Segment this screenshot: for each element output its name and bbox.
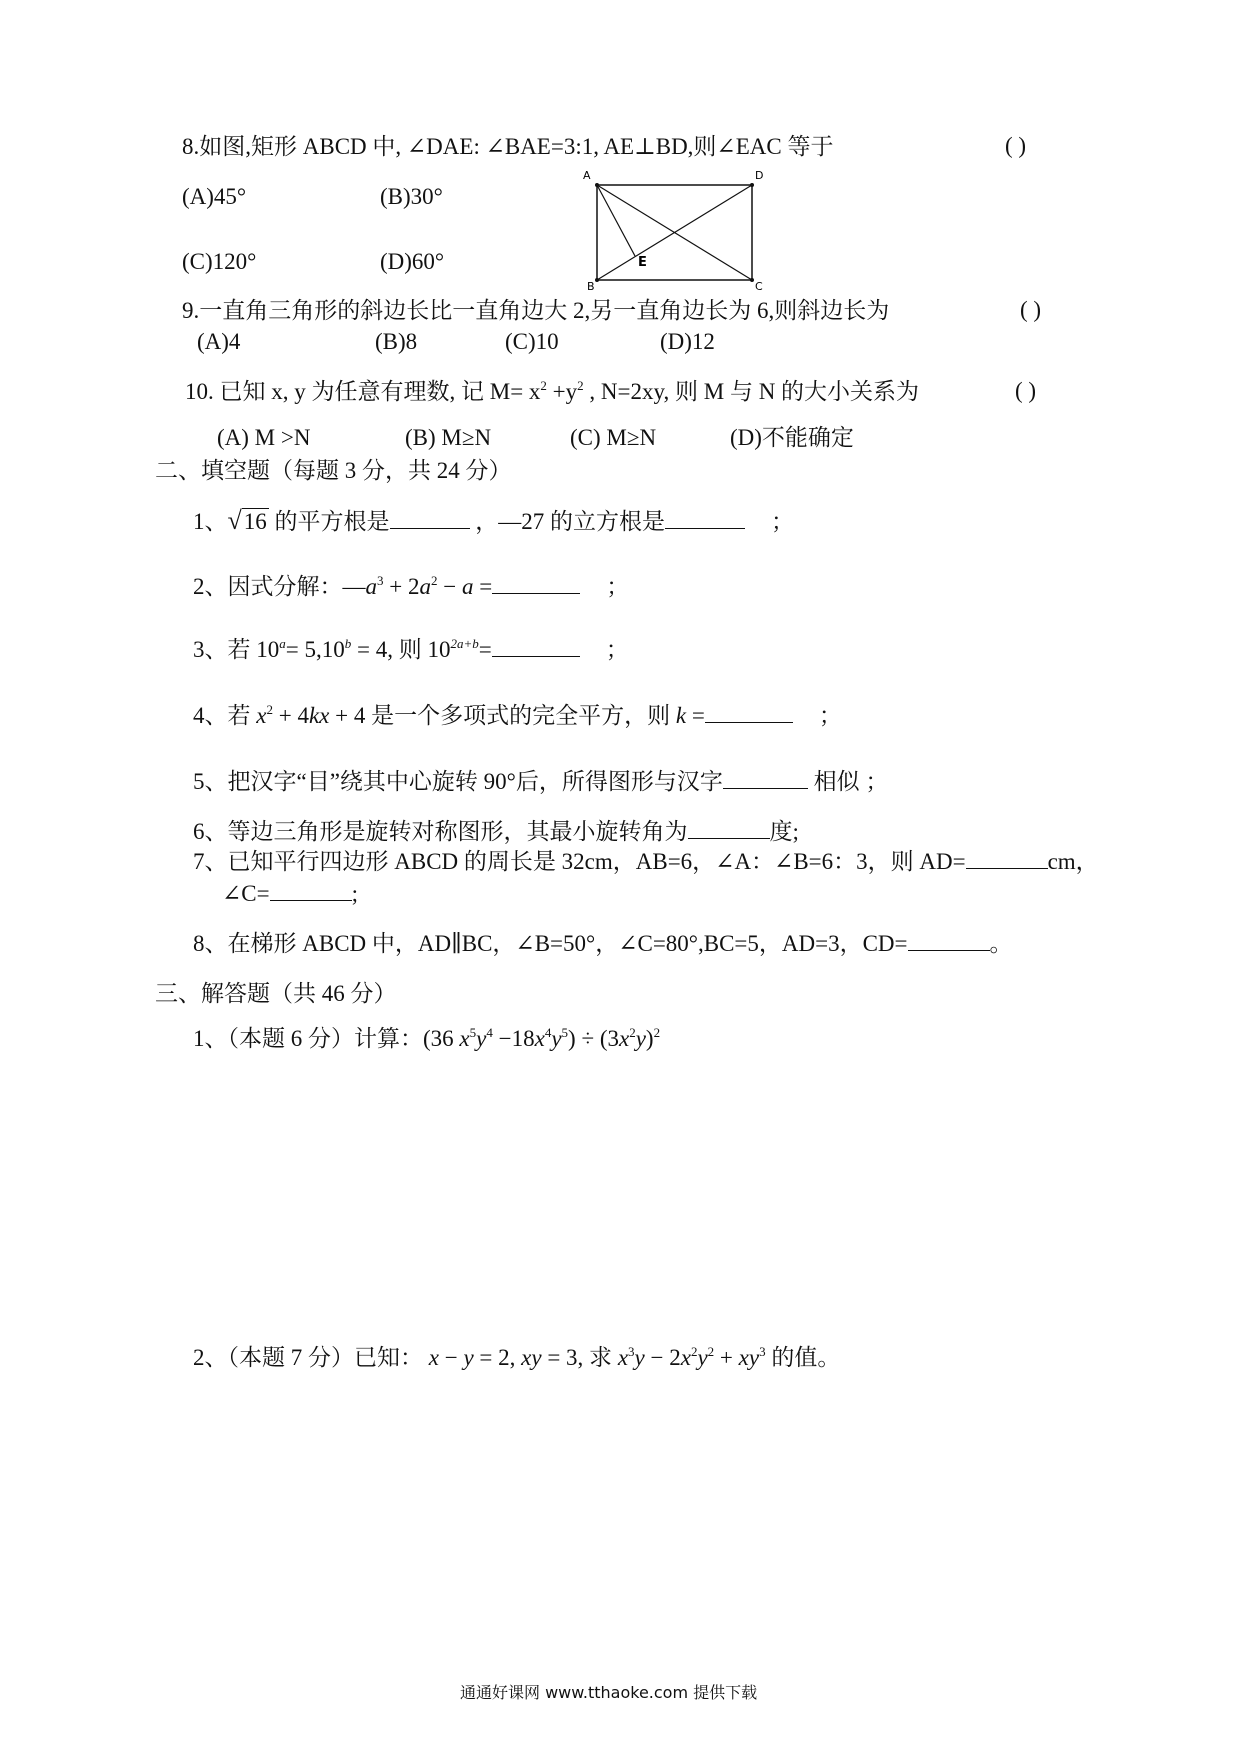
s1-e2: 2 xyxy=(629,1025,636,1040)
q8-option-a: (A)45° xyxy=(182,184,247,209)
fill-q3-exp-a: a xyxy=(279,636,286,651)
q10-sup2: 2 xyxy=(577,378,584,393)
fill-q8-text: 8、在梯形 ABCD 中，AD∥BC，∠B=50°，∠C=80°,BC=5，AD=3，CD= xyxy=(193,931,908,956)
fill-q2-a: a xyxy=(365,574,377,599)
fill-q7 xyxy=(193,848,1099,876)
s1-minus: −18 xyxy=(492,1026,535,1051)
s2-y2: y xyxy=(697,1345,708,1370)
fill-q3-exp-b: b xyxy=(344,636,352,651)
q8-stem: 8.如图,矩形 ABCD 中, ∠DAE: ∠BAE=3:1, AE⊥BD,则∠EAC 等于 xyxy=(182,134,834,159)
label-c: C xyxy=(755,280,763,290)
fill-q7-line2 xyxy=(222,880,358,908)
s2-x2: x xyxy=(680,1345,691,1370)
rectangle-figure xyxy=(575,170,775,290)
s2-y3: y xyxy=(634,1345,645,1370)
fill-q1-text1: 的平方根是 xyxy=(268,509,390,534)
fill-q1-blank1[interactable] xyxy=(390,508,470,529)
s2-e2: 2 xyxy=(690,1344,698,1359)
q10-option-c: (C) M≥N xyxy=(570,425,657,450)
s2-mid: − xyxy=(438,1345,464,1370)
s2-xy3: xy xyxy=(738,1345,760,1370)
fill-q2-end: ； xyxy=(606,574,630,599)
fill-q3-end: ； xyxy=(605,637,629,662)
segment-ae xyxy=(597,185,635,256)
fill-q4-kx: kx xyxy=(308,703,330,728)
fill-q1-blank2[interactable] xyxy=(665,508,745,529)
fill-q3-eq: = xyxy=(478,637,492,662)
s1-close: ) xyxy=(645,1026,654,1051)
solve-q1-text: 1、（本题 6 分）计算：(36 xyxy=(193,1026,460,1051)
s2-e3: 3 xyxy=(628,1344,635,1359)
section2-title: 二、填空题（每题 3 分，共 24 分） xyxy=(155,458,512,483)
q9-answer-paren: ( ) xyxy=(1020,297,1042,322)
fill-q3-blank[interactable] xyxy=(492,636,580,657)
fill-q5-end: 相似 ； xyxy=(807,769,889,794)
fill-q7-text: 7、已知平行四边形 ABCD 的周长是 32cm，AB=6，∠A：∠B=6：3，则 AD= xyxy=(193,849,966,874)
s2-e3b: 3 xyxy=(759,1344,766,1359)
q10-option-b: (B) M≥N xyxy=(405,425,492,450)
q10-stem-post: , N=2xy, 则 M 与 N 的大小关系为 xyxy=(583,379,920,404)
fill-q2-text: 2、因式分解：— xyxy=(193,574,366,599)
fill-q3-exp-2ab: 2a+b xyxy=(450,636,479,651)
fill-q7-blank1[interactable] xyxy=(966,848,1048,869)
label-d: D xyxy=(755,170,764,182)
fill-q4-x: x xyxy=(256,703,267,728)
fill-q2-blank[interactable] xyxy=(492,573,580,594)
q8-option-b: (B)30° xyxy=(380,184,443,209)
fill-q5-blank[interactable] xyxy=(723,768,808,789)
fill-q1-end: ； xyxy=(771,509,795,534)
fill-q1-num: 1、 xyxy=(193,509,228,534)
q10-stem xyxy=(185,378,919,406)
section3-title: 三、解答题（共 46 分） xyxy=(155,981,397,1006)
q10-sup1: 2 xyxy=(540,378,547,393)
label-e: E xyxy=(638,255,647,270)
fill-q3-mid2: = 4, 则 10 xyxy=(351,637,451,662)
fill-q3-mid: = 5,10 xyxy=(285,637,345,662)
label-b: B xyxy=(587,280,595,290)
s2-plus: + xyxy=(714,1345,739,1370)
fill-q5 xyxy=(193,768,888,796)
q9-option-c: (C)10 xyxy=(505,329,559,354)
q10-option-d: (D)不能确定 xyxy=(730,425,854,450)
fill-q6-end: 度; xyxy=(769,819,799,844)
vertex-a xyxy=(595,183,599,187)
fill-q6 xyxy=(193,818,799,846)
fill-q2-exp2: 2 xyxy=(430,573,438,588)
label-a: A xyxy=(583,170,591,182)
fill-q1-text2: ，—27 的立方根是 xyxy=(469,509,666,534)
s1-mid: ) ÷ (3 xyxy=(568,1026,619,1051)
s1-e5: 5 xyxy=(469,1025,477,1040)
fill-q1 xyxy=(193,507,794,536)
q9-option-a: (A)4 xyxy=(197,329,241,354)
fill-q2-eq: = xyxy=(473,574,493,599)
fill-q4-text: 4、若 xyxy=(193,703,257,728)
fill-q7-line2-end: ; xyxy=(351,881,358,906)
fill-q5-text: 5、把汉字“目”绕其中心旋转 90°后，所得图形与汉字 xyxy=(193,769,723,794)
fill-q4-mid2: + 4 是一个多项式的完全平方，则 xyxy=(329,703,676,728)
s2-y: y xyxy=(463,1345,474,1370)
s1-y1: y xyxy=(476,1026,487,1051)
s2-x: x xyxy=(428,1345,439,1370)
fill-q3 xyxy=(193,636,629,664)
s1-e5b: 5 xyxy=(561,1025,569,1040)
vertex-d xyxy=(750,183,754,187)
vertex-b xyxy=(595,278,599,282)
s2-end: 的值。 xyxy=(765,1345,841,1370)
footer-text: 通通好课网 www.tthaoke.com 提供下载 xyxy=(460,1683,758,1702)
solve-q2-text: 2、（本题 7 分）已知： xyxy=(193,1345,429,1370)
s1-x1: x xyxy=(459,1026,470,1051)
s1-x2: x xyxy=(534,1026,545,1051)
fill-q7-end: cm， xyxy=(1047,849,1099,874)
fill-q4-end: ； xyxy=(818,703,842,728)
fill-q2-a2: a xyxy=(419,574,431,599)
q9-option-d: (D)12 xyxy=(660,329,715,354)
q10-mid: +y xyxy=(546,379,578,404)
s1-x3: x xyxy=(618,1026,630,1051)
s2-xy: xy xyxy=(521,1345,542,1370)
fill-q1-radicand: 16 xyxy=(243,509,267,534)
fill-q7-blank2[interactable] xyxy=(270,880,352,901)
fill-q7-line2-text: ∠C= xyxy=(222,881,270,906)
fill-q4 xyxy=(193,702,842,730)
fill-q4-k: k xyxy=(675,703,687,728)
s2-m2: − 2 xyxy=(644,1345,681,1370)
s1-y3: y xyxy=(635,1026,646,1051)
fill-q4-eq: = xyxy=(686,703,705,728)
fill-q6-text: 6、等边三角形是旋转对称图形，其最小旋转角为 xyxy=(193,819,688,844)
q8-option-c: (C)120° xyxy=(182,249,257,274)
q10-stem-pre: 10. 已知 x, y 为任意有理数, 记 M= x xyxy=(185,379,541,404)
fill-q2 xyxy=(193,573,629,601)
q8-option-d: (D)60° xyxy=(380,249,445,274)
solve-q2 xyxy=(193,1344,840,1372)
s1-y2: y xyxy=(551,1026,562,1051)
s2-eq2: = 3, 求 xyxy=(541,1345,618,1370)
fill-q4-mid: + 4 xyxy=(272,703,309,728)
s1-e2b: 2 xyxy=(653,1025,661,1040)
fill-q8-end: 。 xyxy=(989,931,1013,956)
s1-e4b: 4 xyxy=(544,1025,552,1040)
q10-option-a: (A) M >N xyxy=(217,425,311,450)
solve-q1 xyxy=(193,1025,660,1053)
fill-q2-minus: − xyxy=(437,574,462,599)
q10-answer-paren: ( ) xyxy=(1015,378,1037,403)
fill-q2-a3: a xyxy=(461,574,474,599)
fill-q3-text: 3、若 10 xyxy=(193,637,280,662)
fill-q2-exp3: 3 xyxy=(377,573,384,588)
s2-e2b: 2 xyxy=(707,1344,715,1359)
fill-q8-blank[interactable] xyxy=(908,930,990,951)
fill-q4-blank[interactable] xyxy=(705,702,793,723)
fill-q8 xyxy=(193,930,1013,958)
q8-answer-paren: ( ) xyxy=(1005,133,1027,158)
q9-stem: 9.一直角三角形的斜边长比一直角边大 2,另一直角边长为 6,则斜边长为 xyxy=(182,298,890,323)
fill-q6-blank[interactable] xyxy=(688,818,770,839)
vertex-c xyxy=(750,278,754,282)
fill-q2-mid: + 2 xyxy=(383,574,420,599)
q9-option-b: (B)8 xyxy=(375,329,418,354)
s2-x3: x xyxy=(617,1345,629,1370)
s1-e4: 4 xyxy=(486,1025,493,1040)
sqrt-symbol: √ xyxy=(227,506,242,535)
s2-eq: = 2, xyxy=(473,1345,522,1370)
fill-q4-exp2: 2 xyxy=(266,702,273,717)
